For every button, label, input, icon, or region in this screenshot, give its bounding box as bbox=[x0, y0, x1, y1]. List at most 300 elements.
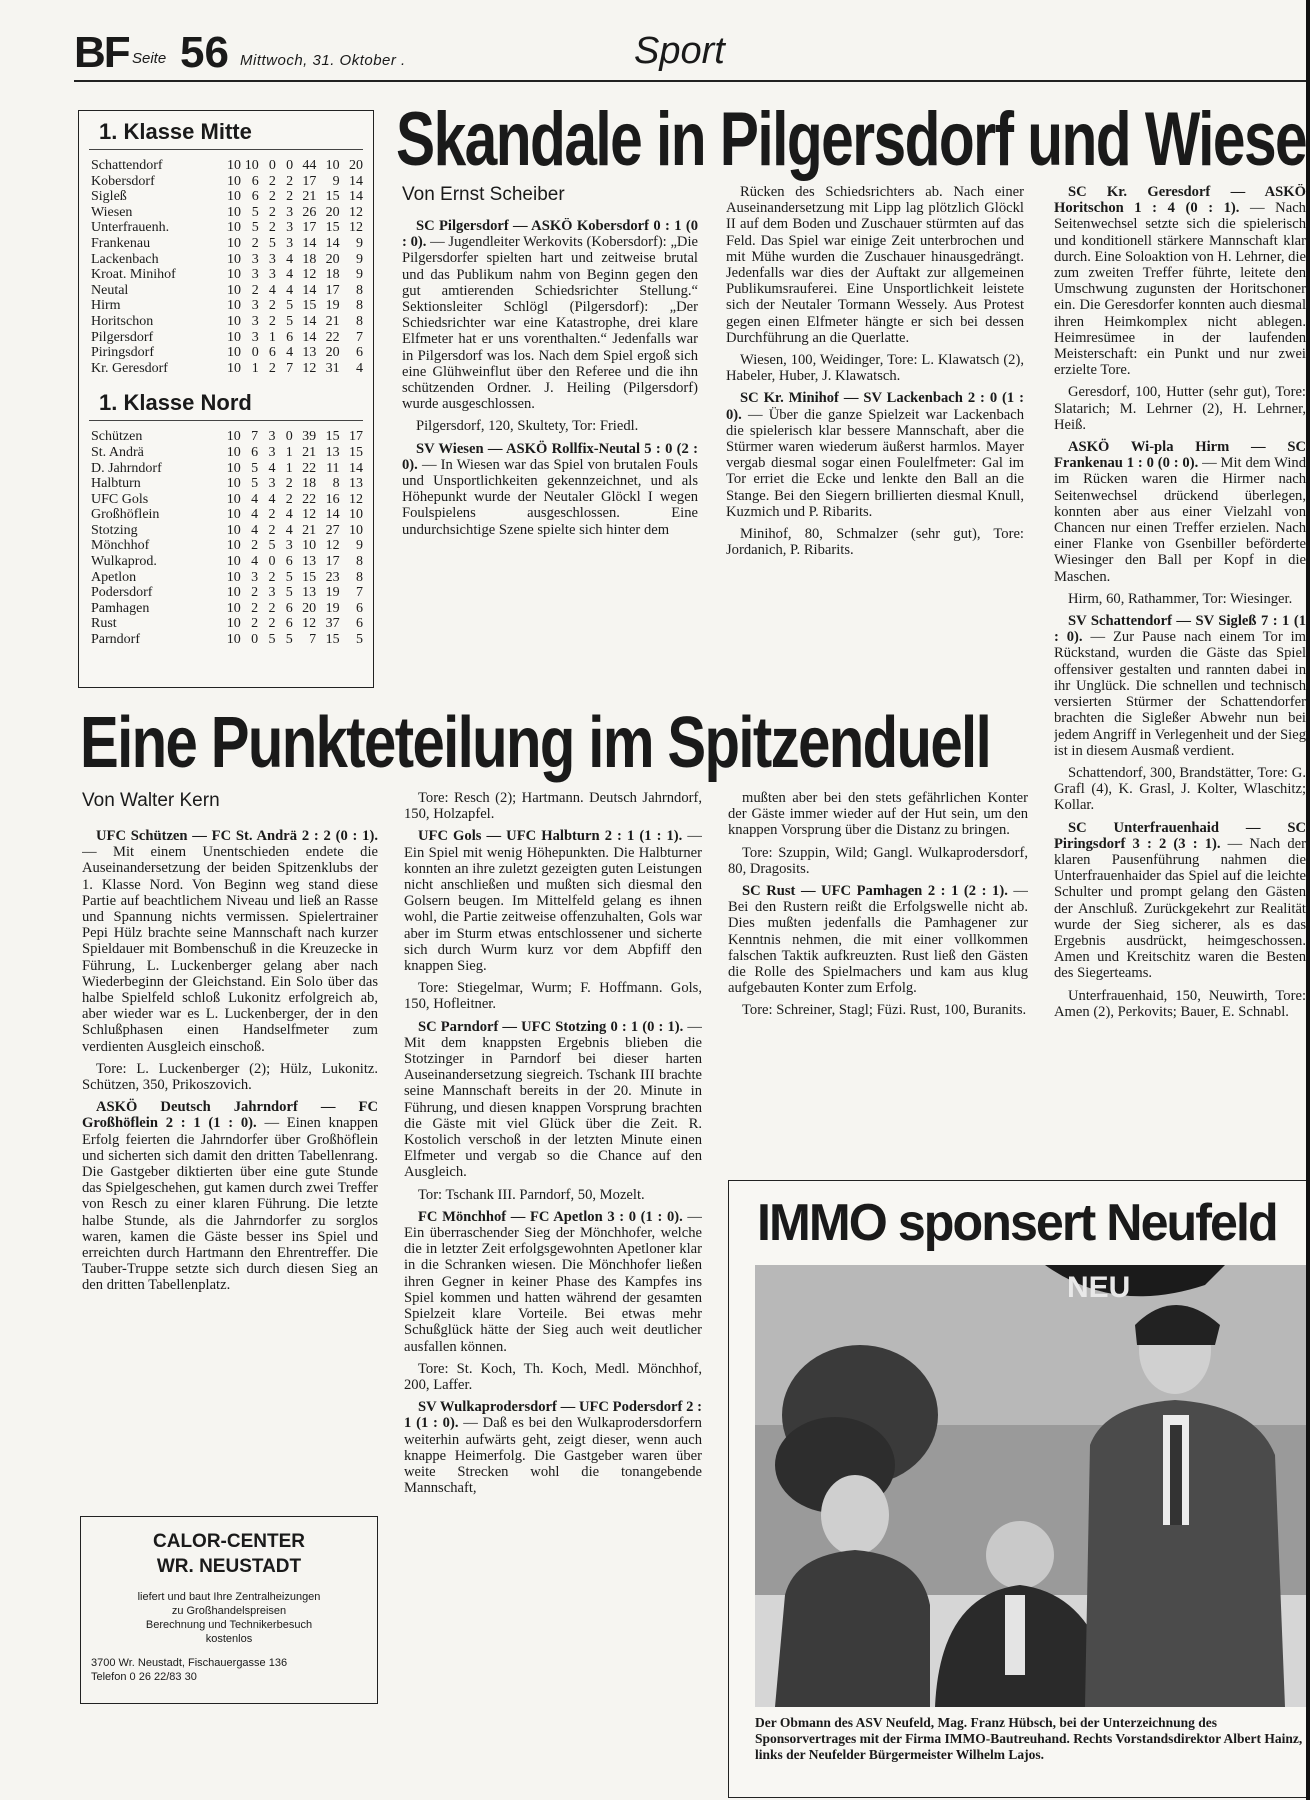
stat-cell: 10 bbox=[226, 444, 241, 460]
stat-cell: 10 bbox=[349, 507, 363, 523]
stat-cell: 10 bbox=[227, 360, 241, 376]
match-details bbox=[404, 980, 702, 1012]
stat-cell: 18 bbox=[325, 267, 340, 283]
stat-cell: 10 bbox=[325, 158, 340, 173]
stat-cell: 2 bbox=[251, 616, 259, 632]
standings-row-mitte bbox=[91, 158, 363, 174]
photo-caption: Der Obmann des ASV Neufeld, Mag. Franz Hübsch, bei der Unterzeichnung des Sponsorvertrages mit der Firma IMMO-Bautreuhand. Rechts Vorstandsdirektor Albert Hainz, links der Neufelder Bürgermeister Wilhelm Lajos. bbox=[755, 1715, 1303, 1762]
match-report bbox=[1054, 613, 1306, 759]
team-name: Großhöflein bbox=[91, 507, 160, 523]
stat-cell: 2 bbox=[268, 616, 276, 632]
team-name: Stotzing bbox=[91, 522, 138, 538]
stat-cell: 0 bbox=[268, 554, 276, 570]
standings-row-nord bbox=[91, 507, 363, 523]
match-details bbox=[1054, 765, 1306, 814]
team-name: Sigleß bbox=[91, 189, 127, 205]
report-text: — Mit einem Unentschieden endete die Auseinandersetzung der beiden Spitzenklubs der 1. Klasse Nord. Von Beginn weg stand diese Partie auf beachtlichem Niveau und ließ an Rasse und Spannung nichts vermissen. Spielertrainer Pepi Hülz brachte seine Mannschaft nach kurzer Spieldauer mit Bombenschuß in die Kreuzecke in Führung, L. Luckenberger gelang aber nach Wiederbeginn der Gleichstand. Ein Solo über das halbe Spielfeld schloß Lukonitz erfolgreich ab, aber wieder war es L. Luckenberger, der in den Schlußphasen einen Handselfmeter zum verdienten Ausgleich einschoß. bbox=[82, 844, 378, 1055]
stat-cell: 26 bbox=[302, 204, 317, 220]
report-text: Tor: Tschank III. Parndorf, 50, Mozelt. bbox=[418, 1186, 645, 1203]
stat-cell: 3 bbox=[285, 538, 293, 554]
stat-cell: 2 bbox=[268, 298, 276, 314]
report-text: — Einen knappen Erfolg feierten die Jahrndorfer über Großhöflein und sicherten sich damit den dritten Tabellenrang. Die Gastgeber diktierten über eine gute Stunde das Spielgeschehen, gut kamen durch zwei Treffer von Resch zu einer klaren Führung. Die letzte halbe Stunde, als die Jahrndorfer zu sorglos waren, kamen die Gäste besser ins Spiel und erreichten durch Hartmann den Ehrentreffer. Die Tauber-Truppe setzte sich durch diesen Sieg an den dritten Tabellenplatz. bbox=[82, 1115, 378, 1294]
stat-cell: 18 bbox=[302, 251, 317, 267]
stat-cell: 13 bbox=[302, 585, 317, 601]
match-report bbox=[404, 1399, 702, 1496]
standings-row-mitte bbox=[91, 345, 363, 361]
stat-cell: 8 bbox=[356, 313, 363, 329]
stat-cell: 15 bbox=[325, 632, 340, 648]
stat-cell: 10 bbox=[226, 538, 241, 554]
standings-table-nord bbox=[91, 429, 363, 647]
stat-cell: 6 bbox=[268, 345, 276, 361]
stat-cell: 6 bbox=[251, 189, 259, 205]
stat-cell: 12 bbox=[302, 616, 317, 632]
stat-cell: 2 bbox=[268, 189, 276, 205]
immo-feature-box bbox=[728, 1180, 1308, 1798]
table-title-mitte: 1. Klasse Mitte bbox=[89, 111, 363, 150]
stat-cell: 2 bbox=[268, 204, 276, 220]
stat-cell: 44 bbox=[302, 158, 317, 173]
stat-cell: 10 bbox=[227, 220, 241, 236]
stat-cell: 4 bbox=[268, 491, 276, 507]
match-result: ASKÖ Deutsch Jahrndorf — FC Großhöflein 2 : 1 (1 : 0). bbox=[82, 1099, 378, 1132]
team-name: Kroat. Minihof bbox=[91, 267, 176, 283]
stat-cell: 15 bbox=[325, 429, 340, 445]
report-text: Minihof, 80, Schmalzer (sehr gut), Tore: Jordanich, P. Ribarits. bbox=[726, 526, 1024, 559]
match-details bbox=[404, 1187, 702, 1203]
stat-cell: 4 bbox=[285, 507, 293, 523]
stat-cell: 12 bbox=[349, 220, 363, 236]
stat-cell: 2 bbox=[268, 600, 276, 616]
stat-cell: 15 bbox=[325, 220, 340, 236]
headline-punkteteilung: Eine Punkteteilung im Spitzenduell bbox=[80, 703, 991, 783]
ad-tagline: liefert und baut Ihre Zentralheizungen zu Großhandelspreisen Berechnung und Technikerbesuch kostenlos bbox=[137, 1591, 321, 1645]
standings-row-nord bbox=[91, 538, 363, 554]
report-text: — Mit dem Wind im Rücken waren die Hirmer nach Seitenwechsel drückend überlegen, konnten aber aus einer Vielzahl von Chancen nur einen Treffer erzielen. Nach einer Flanke von Gsenbiller beförderte Wiesinger den Ball per Kopf in die Maschen. bbox=[1054, 455, 1306, 585]
match-report bbox=[1054, 820, 1306, 982]
report-text: — Ein Spiel mit wenig Höhepunkten. Die Halbturner konnten an ihre zuletzt gezeigten guten Leistungen nicht anschließen und mußten sich diesmal den Golsern beugen. Im Mittelfeld gelang es ihnen wohl, die Partie zeitweise offenzuhalten, Gols war aber im Sturm etwas entschlossener und sicherte sich durch Wurm kurz vor dem Abpfiff den knappen Sieg. bbox=[404, 828, 702, 975]
match-result: SC Kr. Minihof — SV Lackenbach 2 : 0 (1 : 0). bbox=[726, 390, 1024, 423]
byline-scheiber: Von Ernst Scheiber bbox=[402, 184, 565, 205]
team-name: Rust bbox=[91, 616, 117, 632]
stat-cell: 4 bbox=[356, 360, 363, 376]
stat-cell: 4 bbox=[285, 522, 293, 538]
stat-cell: 10 bbox=[227, 282, 241, 298]
stat-cell: 4 bbox=[268, 282, 276, 298]
team-name: St. Andrä bbox=[91, 444, 144, 460]
report-text: — In Wiesen war das Spiel von brutalen Fouls und Unsportlichkeiten gekennzeichnet, und als Höhepunkt wurde der Neutaler Glöckl I wegen Foulspielens ausgeschlossen. Eine undurchsichtige Szene spielte sich hinter dem bbox=[402, 456, 698, 538]
stat-cell: 2 bbox=[285, 491, 293, 507]
stat-cell: 10 bbox=[227, 267, 241, 283]
stat-cell: 10 bbox=[226, 554, 241, 570]
stat-cell: 2 bbox=[251, 235, 259, 251]
team-name: Kobersdorf bbox=[91, 173, 155, 189]
stat-cell: 19 bbox=[325, 600, 340, 616]
team-name: Schattendorf bbox=[91, 158, 163, 173]
stat-cell: 18 bbox=[302, 476, 317, 492]
match-details bbox=[404, 790, 702, 822]
stat-cell: 3 bbox=[268, 429, 276, 445]
standings-row-mitte bbox=[91, 174, 363, 190]
stat-cell: 10 bbox=[226, 491, 241, 507]
report-text: — Nach Seitenwechsel setzte sich die spielerisch und konditionell stärkere Mannschaft klar durch. Eine Soloaktion von H. Lehrner, die zum zweiten Treffer führte, leitete den Umschwung zugunsten der Horitschoner ein. Die Geresdorfer konnten auch diesmal ihren Heimkomplex nicht ablegen. Heimresümee in der laufenden Meisterschaft: ein Punkt und nur zwei erzielte Tore. bbox=[1054, 200, 1306, 379]
standings-row-nord bbox=[91, 601, 363, 617]
team-name: Horitschon bbox=[91, 313, 154, 329]
section-title: Sport bbox=[634, 30, 725, 72]
report-text: — Über die ganze Spielzeit war Lackenbach die spielerisch klar bessere Mannschaft, aber die Stürmer waren wiederum äußerst harmlos. Mayer vergab diesmal sogar einen Foulelfmeter: Gal im Tor erriet die Ecke und lenkte den Ball an die Stange. Bei den Siegern brillierten diesmal Knull, Kuzmich und P. Ribarits. bbox=[726, 406, 1024, 520]
stat-cell: 3 bbox=[251, 251, 259, 267]
stat-cell: 3 bbox=[268, 585, 276, 601]
stat-cell: 3 bbox=[268, 251, 276, 267]
stat-cell: 10 bbox=[226, 507, 241, 523]
stat-cell: 10 bbox=[226, 429, 241, 445]
stat-cell: 10 bbox=[227, 345, 241, 361]
standings-row-mitte bbox=[91, 330, 363, 346]
stat-cell: 6 bbox=[285, 600, 293, 616]
standings-row-mitte bbox=[91, 361, 363, 377]
stat-cell: 2 bbox=[285, 476, 293, 492]
stat-cell: 21 bbox=[302, 444, 317, 460]
headline-immo: IMMO sponsert Neufeld bbox=[757, 1194, 1277, 1252]
match-result: SC Rust — UFC Pamhagen 2 : 1 (2 : 1). bbox=[742, 883, 1008, 900]
stat-cell: 2 bbox=[268, 220, 276, 236]
stat-cell: 6 bbox=[356, 345, 363, 361]
stat-cell: 9 bbox=[356, 538, 363, 554]
report-text: Rücken des Schiedsrichters ab. Nach einer Auseinandersetzung mit Lipp lag plötzlich Glöckl II auf dem Boden und Zuschauer stürmten auf das Feld. Das Spiel war einige Zeit unterbrochen und mit Mühe wurden die Zuschauer hinausgedrängt. Jedenfalls war dies der Auftakt zur allgemeinen Publikumsrauferei. Eine Unsportlichkeit leistete sich der Neutaler Tormann Wessely. Aus Protest gegen einen Elfmeter hängte er sich bei dessen Durchführung an die Querlatte. bbox=[726, 184, 1024, 346]
team-name: Parndorf bbox=[91, 632, 140, 648]
ad-contact: 3700 Wr. Neustadt, Fischauergasse 136 Telefon 0 26 22/83 30 bbox=[91, 1657, 288, 1683]
stat-cell: 5 bbox=[251, 460, 259, 476]
match-details bbox=[1054, 384, 1306, 433]
match-details bbox=[1054, 988, 1306, 1020]
stat-cell: 5 bbox=[251, 204, 259, 220]
stat-cell: 2 bbox=[268, 360, 276, 376]
stat-cell: 0 bbox=[285, 429, 293, 445]
stat-cell: 5 bbox=[268, 538, 276, 554]
team-name: Wiesen bbox=[91, 204, 133, 220]
stat-cell: 12 bbox=[349, 204, 363, 220]
match-report bbox=[726, 390, 1024, 520]
stat-cell: 10 bbox=[226, 616, 241, 632]
stat-cell: 13 bbox=[349, 476, 363, 492]
standings-row-nord bbox=[91, 461, 363, 477]
stat-cell: 13 bbox=[302, 554, 317, 570]
article2-column-1 bbox=[82, 828, 378, 1508]
report-text: Tore: Stiegelmar, Wurm; F. Hoffmann. Gols, 150, Hofleitner. bbox=[404, 980, 702, 1013]
stat-cell: 5 bbox=[251, 476, 259, 492]
stat-cell: 39 bbox=[302, 429, 317, 445]
report-text: — Zur Pause nach einem Tor im Rückstand, wurden die Gäste das Spiel offensiver gestalten und rannten dabei in ihr Unglück. Die schnellen und technisch versierten Stürmer der Schattendorfer brachten die Sigleßer Abwehr nun bei jedem Angriff in Verlegenheit und der Sieg ist in diesem Ausmaß verdient. bbox=[1054, 629, 1306, 759]
stat-cell: 10 bbox=[227, 204, 241, 220]
stat-cell: 7 bbox=[251, 429, 259, 445]
stat-cell: 31 bbox=[325, 360, 340, 376]
stat-cell: 4 bbox=[251, 491, 259, 507]
match-report bbox=[402, 441, 698, 538]
stat-cell: 16 bbox=[325, 491, 340, 507]
stat-cell: 1 bbox=[251, 360, 259, 376]
report-text: Wiesen, 100, Weidinger, Tore: L. Klawatsch (2), Habeler, Huber, J. Klawatsch. bbox=[726, 352, 1024, 385]
team-name: Frankenau bbox=[91, 235, 151, 251]
stat-cell: 14 bbox=[325, 235, 340, 251]
stat-cell: 20 bbox=[325, 204, 340, 220]
stat-cell: 21 bbox=[325, 313, 340, 329]
stat-cell: 4 bbox=[286, 345, 294, 361]
stat-cell: 3 bbox=[251, 298, 259, 314]
stat-cell: 15 bbox=[302, 569, 317, 585]
report-text: Hirm, 60, Rathammer, Tor: Wiesinger. bbox=[1068, 590, 1293, 607]
match-report bbox=[1054, 439, 1306, 585]
match-result: SV Wiesen — ASKÖ Rollfix-Neutal 5 : 0 (2 : 0). bbox=[402, 440, 698, 473]
stat-cell: 37 bbox=[325, 616, 340, 632]
stat-cell: 12 bbox=[349, 491, 363, 507]
stat-cell: 4 bbox=[286, 251, 294, 267]
match-details bbox=[728, 845, 1028, 877]
match-result: ASKÖ Wi-pla Hirm — SC Frankenau 1 : 0 (0 : 0). bbox=[1054, 439, 1306, 472]
stat-cell: 10 bbox=[244, 158, 259, 173]
calor-center-ad bbox=[80, 1516, 378, 1704]
stat-cell: 8 bbox=[356, 282, 363, 298]
team-name: Unterfrauenh. bbox=[91, 220, 170, 236]
stat-cell: 19 bbox=[325, 298, 340, 314]
match-details bbox=[726, 352, 1024, 384]
stat-cell: 2 bbox=[268, 173, 276, 189]
banner-text: NEU bbox=[1067, 1271, 1131, 1304]
stat-cell: 5 bbox=[286, 313, 294, 329]
stat-cell: 4 bbox=[251, 554, 259, 570]
match-result: SV Wulkaprodersdorf — UFC Podersdorf 2 : 1 (1 : 0). bbox=[404, 1399, 702, 1432]
match-result: SC Pilgersdorf — ASKÖ Kobersdorf 0 : 1 (0 : 0). bbox=[402, 218, 698, 251]
stat-cell: 10 bbox=[226, 476, 241, 492]
standings-row-nord bbox=[91, 585, 363, 601]
stat-cell: 4 bbox=[268, 460, 276, 476]
team-name: UFC Gols bbox=[91, 491, 149, 507]
standings-row-nord bbox=[91, 492, 363, 508]
stat-cell: 3 bbox=[251, 267, 259, 283]
page-number: 56 bbox=[180, 28, 229, 77]
stat-cell: 22 bbox=[302, 460, 317, 476]
match-details bbox=[726, 184, 1024, 346]
stat-cell: 10 bbox=[227, 235, 241, 251]
stat-cell: 1 bbox=[268, 329, 276, 345]
team-name: Podersdorf bbox=[91, 585, 153, 601]
stat-cell: 10 bbox=[226, 632, 241, 648]
standings-row-nord bbox=[91, 445, 363, 461]
team-name: Pamhagen bbox=[91, 600, 150, 616]
stat-cell: 3 bbox=[251, 313, 259, 329]
stat-cell: 7 bbox=[356, 329, 363, 345]
stat-cell: 17 bbox=[302, 220, 317, 236]
report-text: — Bei den Rustern reißt die Erfolgswelle nicht ab. Dies mußten jedenfalls die Pamhagener zur Kenntnis nehmen, die mit einer vollkommen falschen Taktik aufkreuzten. Rust ließ den Gästen die Rolle des Spielmachers und kam aus klug aufgebauten Konter zum Erfolg. bbox=[728, 883, 1028, 997]
stat-cell: 0 bbox=[251, 632, 259, 648]
stat-cell: 13 bbox=[302, 345, 317, 361]
match-details bbox=[402, 418, 698, 434]
stat-cell: 22 bbox=[302, 491, 317, 507]
stat-cell: 17 bbox=[349, 429, 363, 445]
stat-cell: 21 bbox=[302, 522, 317, 538]
stat-cell: 14 bbox=[302, 282, 317, 298]
stat-cell: 10 bbox=[226, 522, 241, 538]
stat-cell: 0 bbox=[268, 158, 276, 173]
stat-cell: 9 bbox=[332, 173, 340, 189]
byline-kern: Von Walter Kern bbox=[82, 790, 220, 811]
stat-cell: 14 bbox=[349, 460, 363, 476]
stat-cell: 2 bbox=[251, 600, 259, 616]
match-report bbox=[404, 828, 702, 974]
report-text: Schattendorf, 300, Brandstätter, Tore: G. Grafl (4), K. Grasl, J. Kolter, Wlaschitz; Kollar. bbox=[1054, 764, 1306, 814]
standings-row-nord bbox=[91, 616, 363, 632]
stat-cell: 3 bbox=[286, 235, 294, 251]
stat-cell: 7 bbox=[286, 360, 294, 376]
stat-cell: 5 bbox=[285, 632, 293, 648]
report-text: — Ein überraschender Sieg der Mönchhofer, welche die in letzter Zeit erfolgsgewohnten Apetloner klar in die Schranken wiesen. Die Mönchhofer ließen ihren Gegner in keiner Phase des Kampfes ins Spiel kommen und hatten während der gesamten Spielzeit klare Vorteile. Bei etwas mehr Schußglück hätte der Sieg auch weit deutlicher ausfallen können. bbox=[404, 1208, 702, 1355]
newspaper-logo: BF bbox=[74, 28, 129, 77]
stat-cell: 10 bbox=[226, 585, 241, 601]
team-name: Piringsdorf bbox=[91, 345, 154, 361]
stat-cell: 7 bbox=[356, 585, 363, 601]
stat-cell: 4 bbox=[251, 522, 259, 538]
stat-cell: 11 bbox=[326, 460, 340, 476]
stat-cell: 5 bbox=[285, 585, 293, 601]
report-text: Unterfrauenhaid, 150, Neuwirth, Tore: Amen (2), Perkovits; Bauer, E. Schnabl. bbox=[1054, 987, 1306, 1020]
stat-cell: 2 bbox=[251, 282, 259, 298]
standings-row-mitte bbox=[91, 205, 363, 221]
stat-cell: 2 bbox=[286, 189, 294, 205]
stat-cell: 3 bbox=[286, 204, 294, 220]
stat-cell: 10 bbox=[227, 158, 241, 173]
ad-company-name: CALOR-CENTER bbox=[153, 1531, 305, 1552]
standings-row-nord bbox=[91, 476, 363, 492]
match-details bbox=[1054, 591, 1306, 607]
stat-cell: 20 bbox=[349, 158, 363, 173]
stat-cell: 19 bbox=[325, 585, 340, 601]
standings-row-mitte bbox=[91, 298, 363, 314]
stat-cell: 22 bbox=[325, 329, 340, 345]
standings-row-mitte bbox=[91, 283, 363, 299]
stat-cell: 10 bbox=[302, 538, 317, 554]
table-title-nord: 1. Klasse Nord bbox=[89, 382, 363, 421]
match-report bbox=[404, 1019, 702, 1181]
stat-cell: 2 bbox=[268, 507, 276, 523]
stat-cell: 15 bbox=[349, 444, 363, 460]
report-text: — Jugendleiter Werkovits (Kobersdorf): „Die Pilgersdorfer spielten hart und zeitweise brutal und das Publikum nahm von Beginn gegen den gut amtierenden Schiedsrichter Stellung.“ Sektionsleiter Schlögl (Pilgersdorf): „Der Schiedsrichter war eine Katastrophe, drei klare Elfmeter hat er uns vorenthalten.“ Jedenfalls war in Pilgersdorf was los. Nach dem Spiel ergoß sich eine Glühweinflut über den Referee und die ihn schützenden Ordner. J. Heiling (Pilgersdorf) wurde ausgeschlossen. bbox=[402, 234, 698, 413]
team-name: Kr. Geresdorf bbox=[91, 360, 168, 376]
match-result: SV Schattendorf — SV Sigleß 7 : 1 (1 : 0). bbox=[1054, 613, 1306, 646]
stat-cell: 17 bbox=[302, 173, 317, 189]
team-name: Wulkaprod. bbox=[91, 554, 157, 570]
stat-cell: 6 bbox=[356, 600, 363, 616]
stat-cell: 5 bbox=[251, 220, 259, 236]
stat-cell: 14 bbox=[302, 235, 317, 251]
stat-cell: 3 bbox=[251, 329, 259, 345]
stat-cell: 1 bbox=[285, 444, 293, 460]
match-details bbox=[726, 526, 1024, 558]
article1-column-2 bbox=[726, 184, 1024, 686]
match-details bbox=[82, 1061, 378, 1093]
stat-cell: 2 bbox=[251, 585, 259, 601]
match-result: SC Kr. Geresdorf — ASKÖ Horitschon 1 : 4 (0 : 1). bbox=[1054, 184, 1306, 217]
team-name: Hirm bbox=[91, 298, 121, 314]
match-report bbox=[82, 1099, 378, 1293]
stat-cell: 10 bbox=[349, 522, 363, 538]
stat-cell: 23 bbox=[325, 569, 340, 585]
stat-cell: 7 bbox=[309, 632, 317, 648]
standings-table-mitte bbox=[91, 158, 363, 376]
standings-row-mitte bbox=[91, 236, 363, 252]
stat-cell: 14 bbox=[349, 173, 363, 189]
league-tables-box bbox=[78, 110, 374, 688]
match-details bbox=[404, 1361, 702, 1393]
stat-cell: 5 bbox=[356, 632, 363, 648]
stat-cell: 6 bbox=[356, 616, 363, 632]
stat-cell: 9 bbox=[356, 267, 363, 283]
stat-cell: 2 bbox=[268, 569, 276, 585]
team-name: Pilgersdorf bbox=[91, 329, 154, 345]
stat-cell: 8 bbox=[356, 554, 363, 570]
stat-cell: 8 bbox=[332, 476, 340, 492]
report-text: — Daß es bei den Wulkaprodersdorfern weiterhin aufwärts geht, zeigt dieser, wenn auch knappe Heimerfolg. Die Gastgeber waren über weite Strecken wohl die tonangebende Mannschaft, bbox=[404, 1415, 702, 1497]
stat-cell: 3 bbox=[286, 220, 294, 236]
standings-row-mitte bbox=[91, 252, 363, 268]
standings-row-mitte bbox=[91, 220, 363, 236]
report-text: Geresdorf, 100, Hutter (sehr gut), Tore: Slatarich; M. Lehrner (2), H. Lehrner, Heiß. bbox=[1054, 384, 1306, 433]
report-text: — Nach der klaren Pausenführung nahmen die Unterfrauenhaider das Spiel auf die leichte Schulter und prompt gelang den Gästen der Anschluß. Zurückgekehrt zur Realität wurde der Sieg sicherer, als es das Ergebnis ausdrückt, heimgeschossen. Amen und Kreitschitz waren die Besten des Siegerteams. bbox=[1054, 835, 1306, 982]
team-name: D. Jahrndorf bbox=[91, 460, 162, 476]
headline-skandale: Skandale in Pilgersdorf und Wiese bbox=[396, 97, 1307, 182]
match-report bbox=[1054, 184, 1306, 378]
match-result: SC Unterfrauenhaid — SC Piringsdorf 3 : 2 (3 : 1). bbox=[1054, 819, 1306, 852]
stat-cell: 2 bbox=[251, 538, 259, 554]
standings-row-nord bbox=[91, 554, 363, 570]
stat-cell: 12 bbox=[325, 538, 340, 554]
team-name: Neutal bbox=[91, 282, 129, 298]
stat-cell: 20 bbox=[325, 345, 340, 361]
standings-row-mitte bbox=[91, 314, 363, 330]
match-report bbox=[404, 1209, 702, 1355]
signing-photo bbox=[755, 1265, 1307, 1707]
stat-cell: 6 bbox=[285, 616, 293, 632]
stat-cell: 5 bbox=[286, 298, 294, 314]
stat-cell: 10 bbox=[227, 329, 241, 345]
stat-cell: 3 bbox=[268, 444, 276, 460]
team-name: Schützen bbox=[91, 429, 143, 445]
standings-row-nord bbox=[91, 429, 363, 445]
report-text: Tore: St. Koch, Th. Koch, Medl. Mönchhof, 200, Laffer. bbox=[404, 1360, 702, 1393]
stat-cell: 2 bbox=[268, 313, 276, 329]
standings-row-nord bbox=[91, 570, 363, 586]
report-text: Tore: Szuppin, Wild; Gangl. Wulkaprodersdorf, 80, Dragosits. bbox=[728, 844, 1028, 877]
standings-row-mitte bbox=[91, 267, 363, 283]
match-report bbox=[728, 883, 1028, 996]
stat-cell: 15 bbox=[325, 189, 340, 205]
stat-cell: 13 bbox=[325, 444, 340, 460]
match-details bbox=[728, 790, 1028, 839]
stat-cell: 0 bbox=[286, 158, 294, 173]
stat-cell: 6 bbox=[251, 444, 259, 460]
stat-cell: 27 bbox=[325, 522, 340, 538]
report-text: Tore: L. Luckenberger (2); Hülz, Lukonitz. Schützen, 350, Prikoszovich. bbox=[82, 1060, 378, 1094]
team-name: Apetlon bbox=[91, 569, 137, 585]
report-text: mußten aber bei den stets gefährlichen Konter der Gäste immer wieder auf der Hut sein, um den knappen Vorsprung über die Distanz zu bringen. bbox=[728, 790, 1028, 839]
stat-cell: 10 bbox=[227, 313, 241, 329]
stat-cell: 10 bbox=[226, 569, 241, 585]
stat-cell: 20 bbox=[302, 600, 317, 616]
stat-cell: 10 bbox=[226, 460, 241, 476]
page-edge bbox=[1306, 0, 1310, 1800]
stat-cell: 3 bbox=[268, 476, 276, 492]
stat-cell: 4 bbox=[251, 507, 259, 523]
masthead bbox=[74, 28, 1310, 82]
match-report bbox=[82, 828, 378, 1055]
